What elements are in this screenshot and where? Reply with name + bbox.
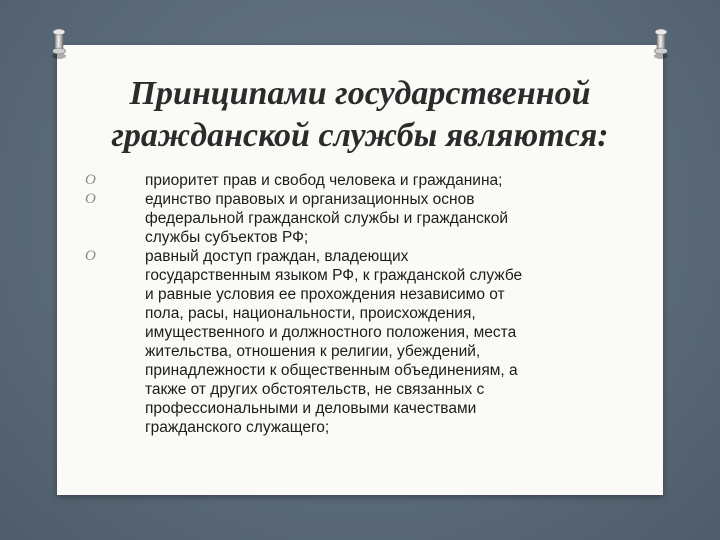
slide-title-line: Принципами государственной [129,75,591,112]
bullet-line: пола, расы, национальности, происхождения, [145,305,476,322]
bullet-list [85,171,645,437]
pushpin-icon [46,27,72,61]
bullet-marker: O [85,248,96,264]
slide-card [57,45,663,495]
bullet-line: и равные условия ее прохождения независимо от [145,286,505,303]
bullet-line: службы субъектов РФ; [145,229,309,246]
bullet-item [85,190,645,247]
bullet-line: гражданского служащего; [145,419,330,436]
bullet-line: единство правовых и организационных основ [145,191,475,208]
slide-title-line: гражданской службы являются: [111,117,609,154]
bullet-line: приоритет прав и свобод человека и гражданина; [145,172,503,189]
bullet-line: государственным языком РФ, к гражданской службе [145,267,523,284]
bullet-line: федеральной гражданской службы и гражданской [145,210,509,227]
bullet-marker: O [85,191,96,207]
bullet-line: профессиональными и деловыми качествами [145,400,477,417]
bullet-line: принадлежности к общественным объединениям, а [145,362,518,379]
slide-title [57,73,663,157]
pushpin-icon [648,27,674,61]
bullet-line: имущественного и должностного положения, места [145,324,517,341]
bullet-line: также от других обстоятельств, не связанных с [145,381,485,398]
bullet-marker: O [85,172,96,188]
bullet-item [85,247,645,437]
bullet-item [85,171,645,190]
bullet-line: жительства, отношения к религии, убеждений, [145,343,481,360]
bullet-line: равный доступ граждан, владеющих [145,248,409,265]
